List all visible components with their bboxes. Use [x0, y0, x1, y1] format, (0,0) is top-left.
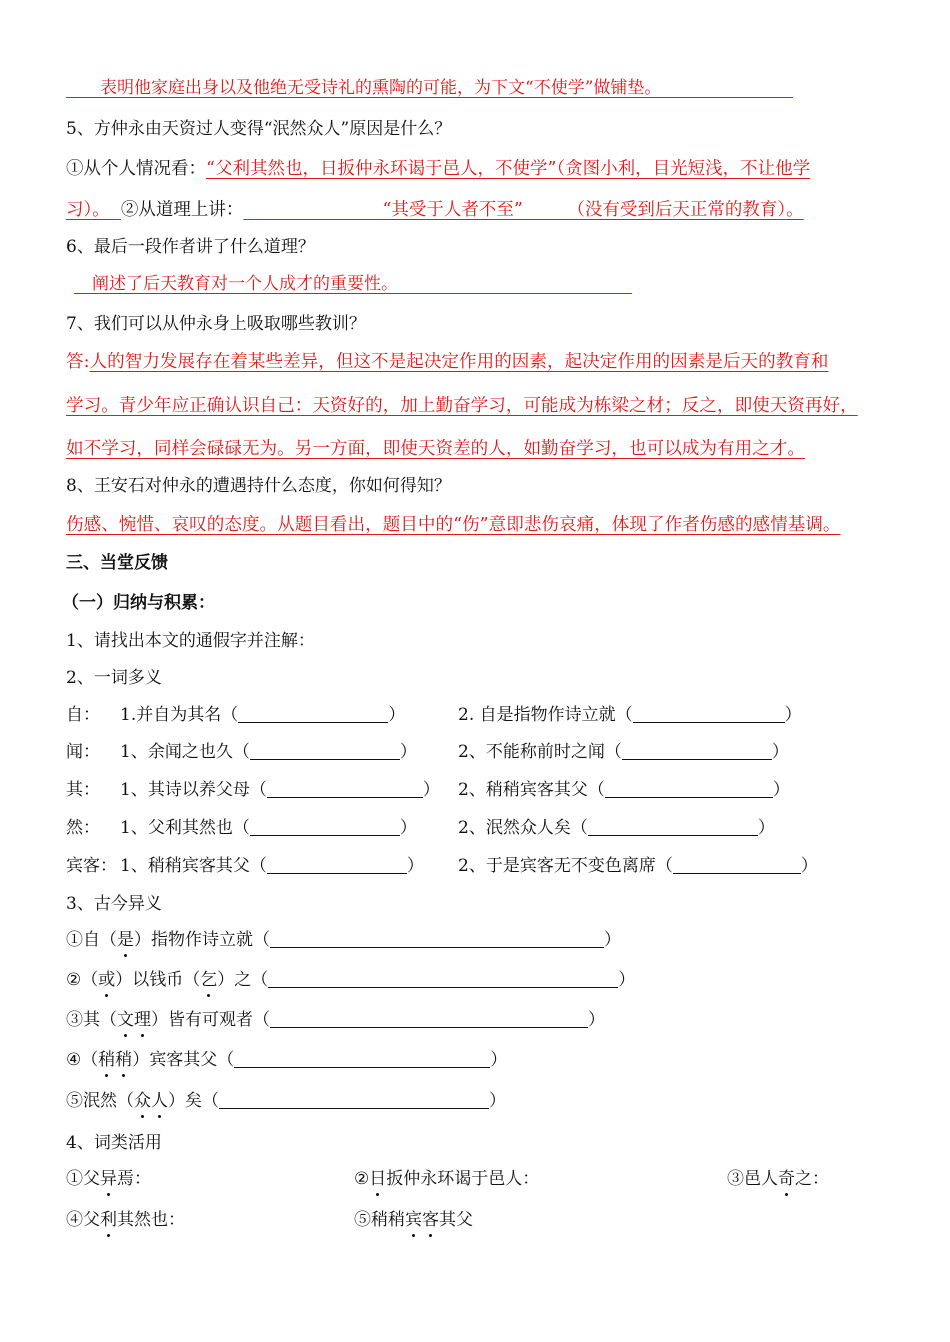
huoyong-1: ①父异焉：	[66, 1169, 151, 1189]
blank-field[interactable]	[622, 743, 772, 760]
gujin-3: ③其（文理）皆有可观者（ ）	[66, 1010, 605, 1030]
section3-item1: 1、请找出本文的通假字并注解：	[66, 631, 315, 651]
section3-item3: 3、古今异义	[66, 894, 162, 914]
q7-answer-l1: 人的智力发展存在着某些差异，但这不是起决定作用的因素，起决定作用的因素是后天的教育和	[89, 352, 829, 372]
q6-question: 6、最后一段作者讲了什么道理？	[66, 237, 315, 257]
yici-row-1-word: 自：	[66, 705, 100, 725]
blank-field[interactable]	[673, 857, 801, 874]
blank-field[interactable]	[267, 857, 407, 874]
yici-row-4-b: 2、泯然众人矣（ ）	[458, 818, 775, 838]
yici-row-2-a: 1、余闻之也久（ ）	[120, 742, 417, 762]
q7-prefix: 答:	[66, 352, 90, 372]
yici-row-4-a: 1、父利其然也（ ）	[120, 818, 417, 838]
section3-sub1: （一）归纳与积累：	[62, 593, 215, 613]
yici-row-3-word: 其：	[66, 780, 100, 800]
blank-field[interactable]	[605, 781, 773, 798]
section3-item4: 4、词类活用	[66, 1133, 162, 1153]
blank-field[interactable]	[270, 1011, 588, 1028]
q7-question: 7、我们可以从仲永身上吸取哪些教训？	[66, 314, 366, 334]
q7-answer-line2: 学习。青少年应正确认识自己：天资好的，加上勤奋学习，可能成为栋梁之材；反之，即使天资再好，	[66, 396, 858, 416]
q5-answer-line2	[66, 199, 804, 221]
blank-field[interactable]	[270, 931, 604, 948]
blank-field[interactable]	[238, 706, 388, 723]
q7-answer-line1	[66, 351, 828, 373]
yici-row-1-b: 2. 自是指物作诗立就（ ）	[458, 705, 802, 725]
huoyong-5: ⑤稍稍宾客其父	[354, 1210, 473, 1230]
gujin-1: ①自（是）指物作诗立就（ ）	[66, 930, 621, 950]
yici-row-1-a: 1.并自为其名（ ）	[120, 705, 406, 725]
blank-field[interactable]	[234, 1051, 490, 1068]
blank-field[interactable]	[268, 971, 618, 988]
q6-answer: 阐述了后天教育对一个人成才的重要性。	[92, 274, 398, 294]
blank-field[interactable]	[633, 706, 785, 723]
blank-field[interactable]	[588, 819, 758, 836]
q5-answer1-a: “父利其然也，日扳仲永环谒于邑人，不使学”（贪图小利，目光短浅，不让他学	[206, 159, 811, 179]
yici-row-4-word: 然：	[66, 818, 100, 838]
q5-answer1-b: 习）。	[66, 200, 110, 220]
yici-row-5-b: 2、于是宾客无不变色离席（ ）	[458, 856, 818, 876]
yici-row-2-word: 闻：	[66, 742, 100, 762]
gujin-2: ②（或）以钱币（乞）之（ ）	[66, 970, 636, 990]
q8-answer: 伤感、惋惜、哀叹的态度。从题目看出，题目中的“伤”意即悲伤哀痛，体现了作者伤感的感情基调。	[66, 515, 841, 535]
huoyong-2: ②日扳仲永环谒于邑人：	[354, 1169, 540, 1189]
yici-row-3-a: 1、其诗以养父母（ ）	[120, 780, 440, 800]
q8-question: 8、王安石对仲永的遭遇持什么态度，你如何得知？	[66, 476, 451, 496]
q5-answer-line1	[66, 158, 810, 180]
q5-prefix1: ①从个人情况看：	[66, 159, 206, 179]
q5-question: 5、方仲永由天资过人变得“泯然众人”原因是什么？	[66, 119, 452, 139]
gujin-5: ⑤泯然（众人）矣（ ）	[66, 1091, 506, 1111]
blank-field[interactable]	[250, 819, 400, 836]
gujin-4: ④（稍稍）宾客其父（ ）	[66, 1050, 508, 1070]
huoyong-4: ④父利其然也：	[66, 1210, 185, 1230]
blank-field[interactable]	[267, 781, 423, 798]
huoyong-3: ③邑人奇之：	[727, 1169, 829, 1189]
section3-item2: 2、一词多义	[66, 668, 162, 688]
blank-field[interactable]	[219, 1092, 489, 1109]
q5-answer2-quote: “其受于人者不至”	[382, 200, 523, 220]
yici-row-3-b: 2、稍稍宾客其父（ ）	[458, 780, 790, 800]
q5-prefix2: ②从道理上讲：	[120, 200, 244, 220]
q4-answer: 表明他家庭出身以及他绝无受诗礼的熏陶的可能，为下文“不使学”做铺垫。	[100, 78, 662, 98]
blank-field[interactable]	[250, 743, 400, 760]
q5-answer2-note: （没有受到后天正常的教育）。	[567, 200, 804, 220]
yici-row-5-word: 宾客：	[66, 856, 117, 876]
section3-title: 三、当堂反馈	[66, 553, 168, 573]
yici-row-2-b: 2、不能称前时之闻（ ）	[458, 742, 789, 762]
yici-row-5-a: 1、稍稍宾客其父（ ）	[120, 856, 424, 876]
q7-answer-line3: 如不学习，同样会碌碌无为。另一方面，即使天资差的人，如勤奋学习，也可以成为有用之才。	[66, 439, 805, 459]
